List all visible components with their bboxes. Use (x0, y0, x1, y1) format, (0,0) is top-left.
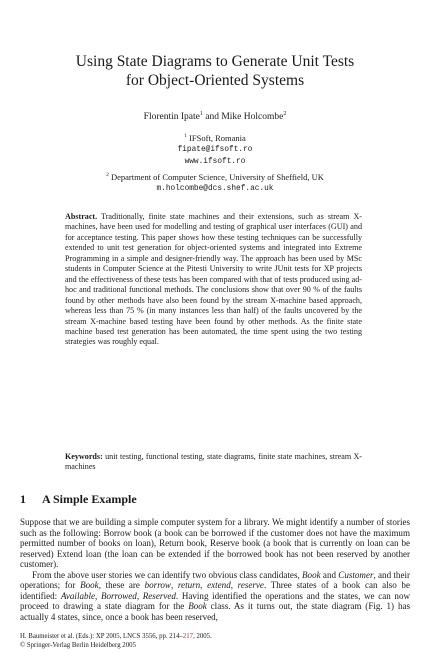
para2-text: class. As it turns out, the state diagram (Fig. 1) has actually 4 states, since, once a book has been reserved, (20, 601, 411, 622)
para2-text: , (230, 580, 238, 591)
para2-text: and (320, 569, 339, 580)
abstract (65, 212, 362, 348)
body-text (20, 517, 410, 622)
footer-citation-text: H. Baumeister et al. (Eds.): XP 2005, LNCS 3556, pp. 214– (20, 633, 183, 640)
affiliation-1-mark: 1 (184, 133, 187, 139)
affiliation-2-org: Department of Computer Science, University of Sheffield, UK (110, 171, 324, 182)
footer-citation-year: , 2005. (193, 633, 212, 640)
affiliation-2-mark: 2 (106, 171, 109, 178)
author-list (0, 111, 430, 122)
affiliation-1-website: www.ifsoft.ro (184, 158, 246, 167)
section-title: A Simple Example (42, 492, 137, 506)
para2-term-reserved: Reserved (142, 590, 176, 601)
author-1: Florentin Ipate (143, 112, 200, 123)
para2-term-borrow: borrow (144, 580, 171, 591)
para2-term-book: Book (80, 580, 99, 591)
para2-term-return: return (177, 580, 201, 591)
para2-term-extend: extend (207, 580, 231, 591)
para2-text: , (200, 580, 208, 591)
section-heading (20, 492, 137, 507)
para2-term-available: Available (60, 590, 96, 601)
para2-term-reserve: reserve (237, 580, 264, 591)
para2-text: . Having identified the operations and the states, we can now proceed to drawing a state diagram for the (20, 590, 411, 612)
affiliation-2-email: m.holcombe@dcs.shef.ac.uk (156, 184, 274, 193)
abstract-label: Abstract. (65, 212, 98, 221)
para2-text: , and their operations; for (20, 569, 410, 591)
affiliation-2 (0, 169, 430, 183)
footer-copyright: © Springer-Verlag Berlin Heidelberg 2005 (20, 641, 136, 649)
footer-citation (20, 633, 212, 650)
para2-text: , (95, 590, 101, 601)
para2-text: From the above user stories we can identify two obvious class candidates, (32, 569, 303, 580)
para2-term-customer: Customer (338, 569, 374, 580)
para2-text: , (170, 580, 178, 591)
para2-text: . Three states of a book can also be identified: (20, 580, 410, 601)
paragraph-2 (20, 570, 410, 623)
affiliations (0, 130, 430, 195)
paragraph-1: Suppose that we are building a simple computer system for a library. We might identify a number of stories such as the following: Borrow book (a book can be borrowed if the customer does not have the maximum permitted number of books on loan), Return book, Reserve book (a book that is currently on loan can be reserved) Extend loan (the loan can be extended if the borrowed book has not been reserved by another customer). (20, 517, 410, 570)
author-separator: and (202, 112, 222, 123)
para2-term-book: Book (302, 569, 321, 580)
affiliation-1-email: fipate@ifsoft.ro (177, 146, 253, 155)
author-1-affil-mark: 1 (199, 111, 203, 117)
para2-term-book: Book (188, 601, 207, 612)
affiliation-1-org: IFSoft, Romania (189, 132, 246, 143)
footer-line-1 (20, 633, 212, 642)
title-line-2: for Object-Oriented Systems (125, 72, 305, 89)
paper-title (30, 52, 400, 90)
author-2-affil-mark: 2 (283, 111, 287, 117)
keywords (65, 452, 362, 473)
footer-page-link[interactable]: 217 (182, 633, 194, 640)
para2-text: , (136, 590, 143, 601)
affiliation-1 (0, 130, 430, 144)
keywords-text: unit testing, functional testing, state diagrams, finite state machines, stream X-machines (65, 452, 362, 472)
title-line-1: Using State Diagrams to Generate Unit Tests (75, 53, 355, 70)
section-number: 1 (20, 492, 26, 506)
abstract-text: Traditionally, finite state machines and their extensions, such as stream X-machines, have been used for modelling and testing of graphical user interfaces (GUI) and for acceptance testing. This paper shows how these testing techniques can be successfully extended to unit test generation for object-oriented systems and integrated into Extreme Programming in a simple and designer-friendly way. The approach has been used by MSc students in Computer Science at the Pitesti University to write JUnit tests for XP projects and the effectiveness of these tests has been compared with that of tests produced using ad-hoc and traditional functional methods. The conclusions show that over 90 % of the faults found by other methods have also been found by the stream X-machine based approach, whereas less than 75 % (in many instances less than half) of the faults uncovered by the stream X-machine based testing have been found by other methods. As the finite state machine based test generation has been automated, the time spent using the two testing strategies was roughly equal. (65, 212, 362, 347)
keywords-label: Keywords: (65, 452, 103, 461)
para2-text: , these are (98, 580, 145, 591)
para2-term-borrowed: Borrowed (100, 590, 137, 601)
author-2: Mike Holcombe (221, 112, 284, 123)
